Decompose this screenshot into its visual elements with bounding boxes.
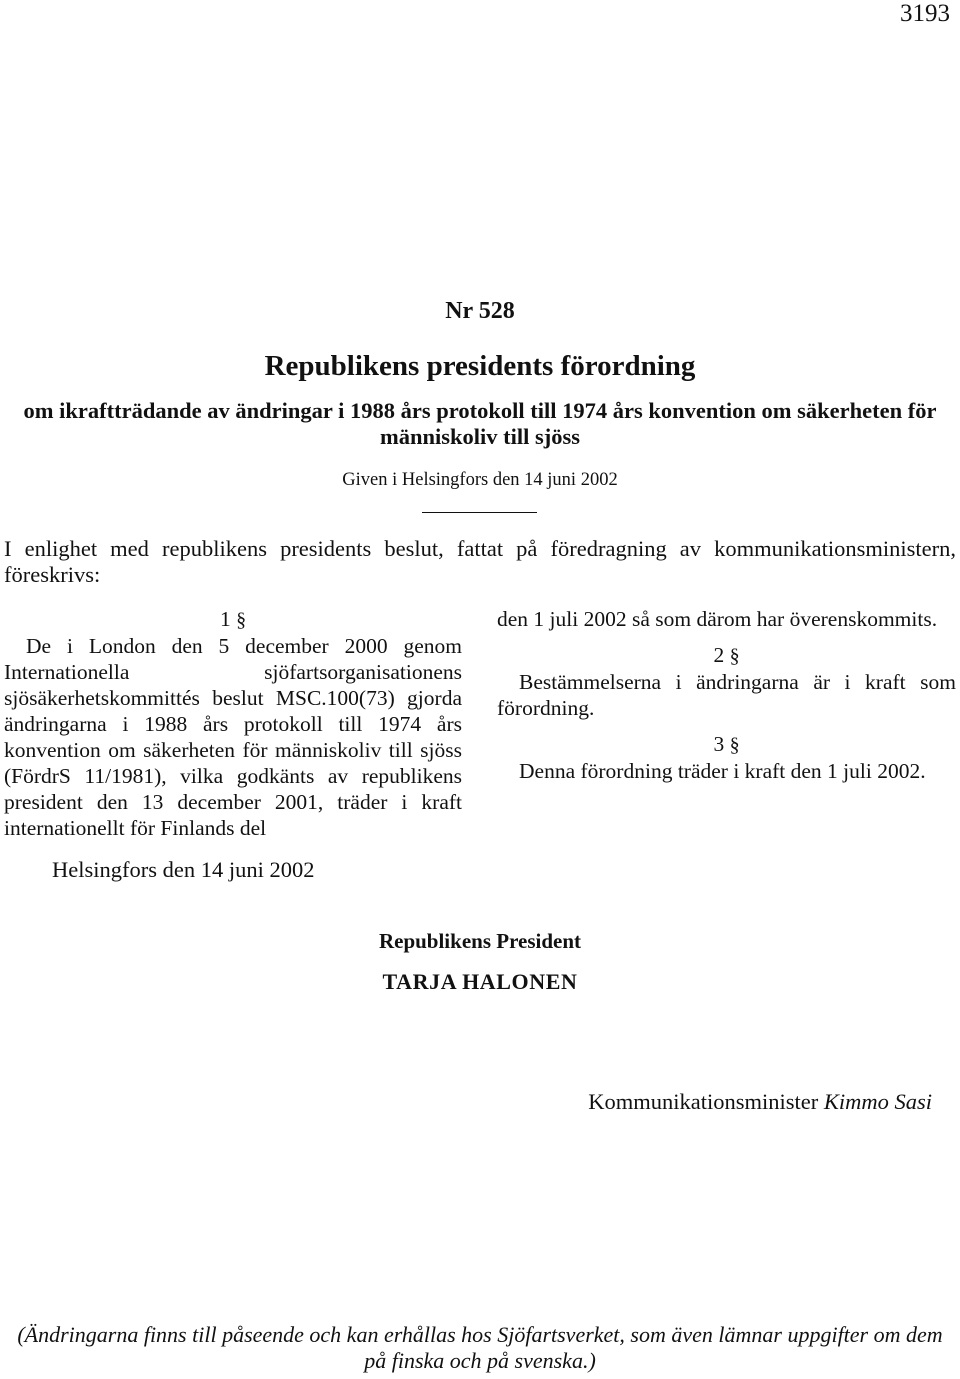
title-divider [422, 512, 537, 513]
section-sign: § [236, 609, 247, 631]
right-column [497, 606, 956, 784]
statute-number: Nr 528 [445, 298, 515, 324]
section-1-text: De i London den 5 december 2000 genom Internationella sjöfartsorganisationens sjösäkerhetskommittés beslut MSC.100(73) gjorda ändringarna i 1988 års protokoll till 1974 års konvention om säkerheten för människoliv till sjöss (FördrS 11/1981), vilka godkänts av republikens president den 13 december 2001, träder i kraft internationellt för Finlands del [4, 634, 462, 840]
left-column [4, 606, 462, 841]
minister-title: Kommunikationsminister [588, 1089, 819, 1114]
document-title: Republikens presidents förordning [264, 350, 696, 382]
section-3-text: Denna förordning träder i kraft den 1 juli 2002. [519, 759, 926, 783]
section-sign: § [729, 734, 740, 756]
section-number: 2 [713, 643, 725, 667]
section-2-text: Bestämmelserna i ändringarna är i kraft som förordning. [497, 670, 956, 720]
section-number: 1 [219, 607, 231, 631]
place-date: Helsingfors den 14 juni 2002 [52, 857, 315, 882]
section-1-continuation: den 1 juli 2002 så som därom har överenskommits. [497, 607, 938, 631]
countersignature [588, 1089, 932, 1115]
signatory-title: Republikens President [378, 929, 582, 953]
section-heading-1 [4, 606, 462, 633]
given-date: Given i Helsingfors den 14 juni 2002 [342, 470, 618, 490]
footnote: (Ändringarna finns till påseende och kan erhållas hos Sjöfartsverket, som även lämnar uppgifter om dem på finska och på svenska.) [17, 1322, 943, 1373]
section-sign: § [729, 645, 740, 667]
minister-name: Kimmo Sasi [823, 1089, 932, 1114]
section-heading-2 [497, 642, 956, 669]
document-subtitle: om ikraftträdande av ändringar i 1988 års protokoll till 1974 års konvention om säkerheten för människoliv till sjöss [23, 398, 937, 449]
preamble: I enlighet med republikens presidents beslut, fattat på föredragning av kommunikationsministern, föreskrivs: [4, 536, 956, 587]
page-number: 3193 [900, 0, 950, 27]
section-heading-3 [497, 731, 956, 758]
section-number: 3 [713, 732, 725, 756]
signatory-name: TARJA HALONEN [382, 969, 578, 994]
